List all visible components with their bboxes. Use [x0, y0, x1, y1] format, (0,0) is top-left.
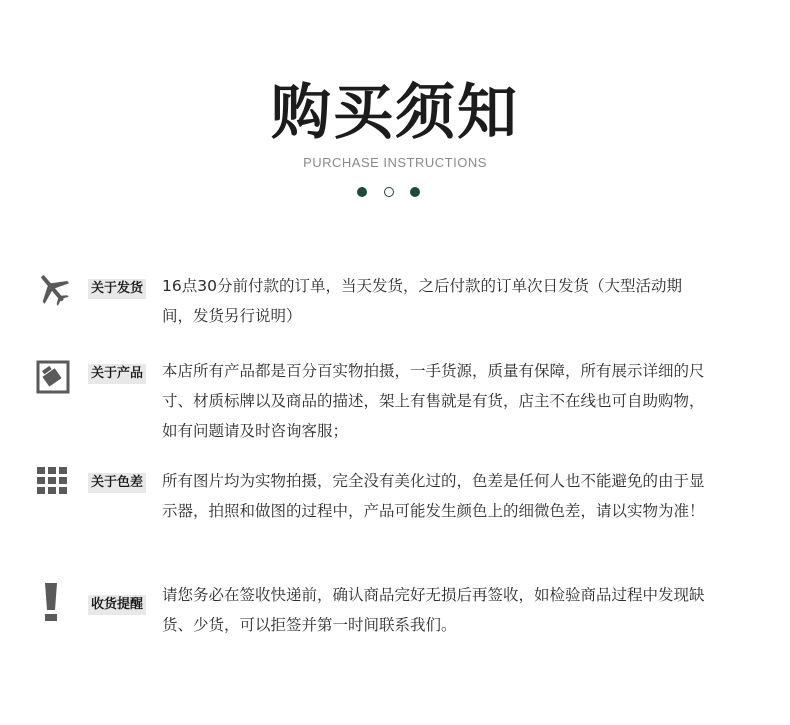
dot-filled	[357, 187, 367, 197]
color-grid-icon	[37, 467, 75, 505]
section-text: 本店所有产品都是百分百实物拍摄，一手货源，质量有保障，所有展示详细的尺寸、材质标牌以及商品的描述，架上有售就是有货，店主不在线也可自助购物，如有问题请及时咨询客服；	[162, 362, 705, 440]
airplane-icon	[34, 270, 72, 308]
exclamation-icon	[34, 583, 72, 621]
section-label: 关于色差	[88, 473, 146, 493]
section-text: 请您务必在签收快递前，确认商品完好无损后再签收，如检验商品过程中发现缺货、少货，可以拒签并第一时间联系我们。	[162, 586, 705, 634]
page-title: 购买须知	[271, 78, 519, 148]
dot-hollow	[384, 187, 394, 197]
product-image-icon	[34, 358, 72, 396]
section-text: 16点30分前付款的订单，当天发货，之后付款的订单次日发货（大型活动期间，发货另行说明）	[162, 277, 682, 325]
decorative-dots	[357, 187, 423, 199]
page-subtitle: PURCHASE INSTRUCTIONS	[303, 155, 487, 170]
dot-filled	[410, 187, 420, 197]
section-label: 关于产品	[88, 364, 146, 384]
section-text: 所有图片均为实物拍摄，完全没有美化过的，色差是任何人也不能避免的由于显示器，拍照和做图的过程中，产品可能发生颜色上的细微色差，请以实物为准！	[162, 472, 705, 520]
section-label: 关于发货	[88, 279, 146, 299]
section-label: 收货提醒	[88, 595, 146, 615]
